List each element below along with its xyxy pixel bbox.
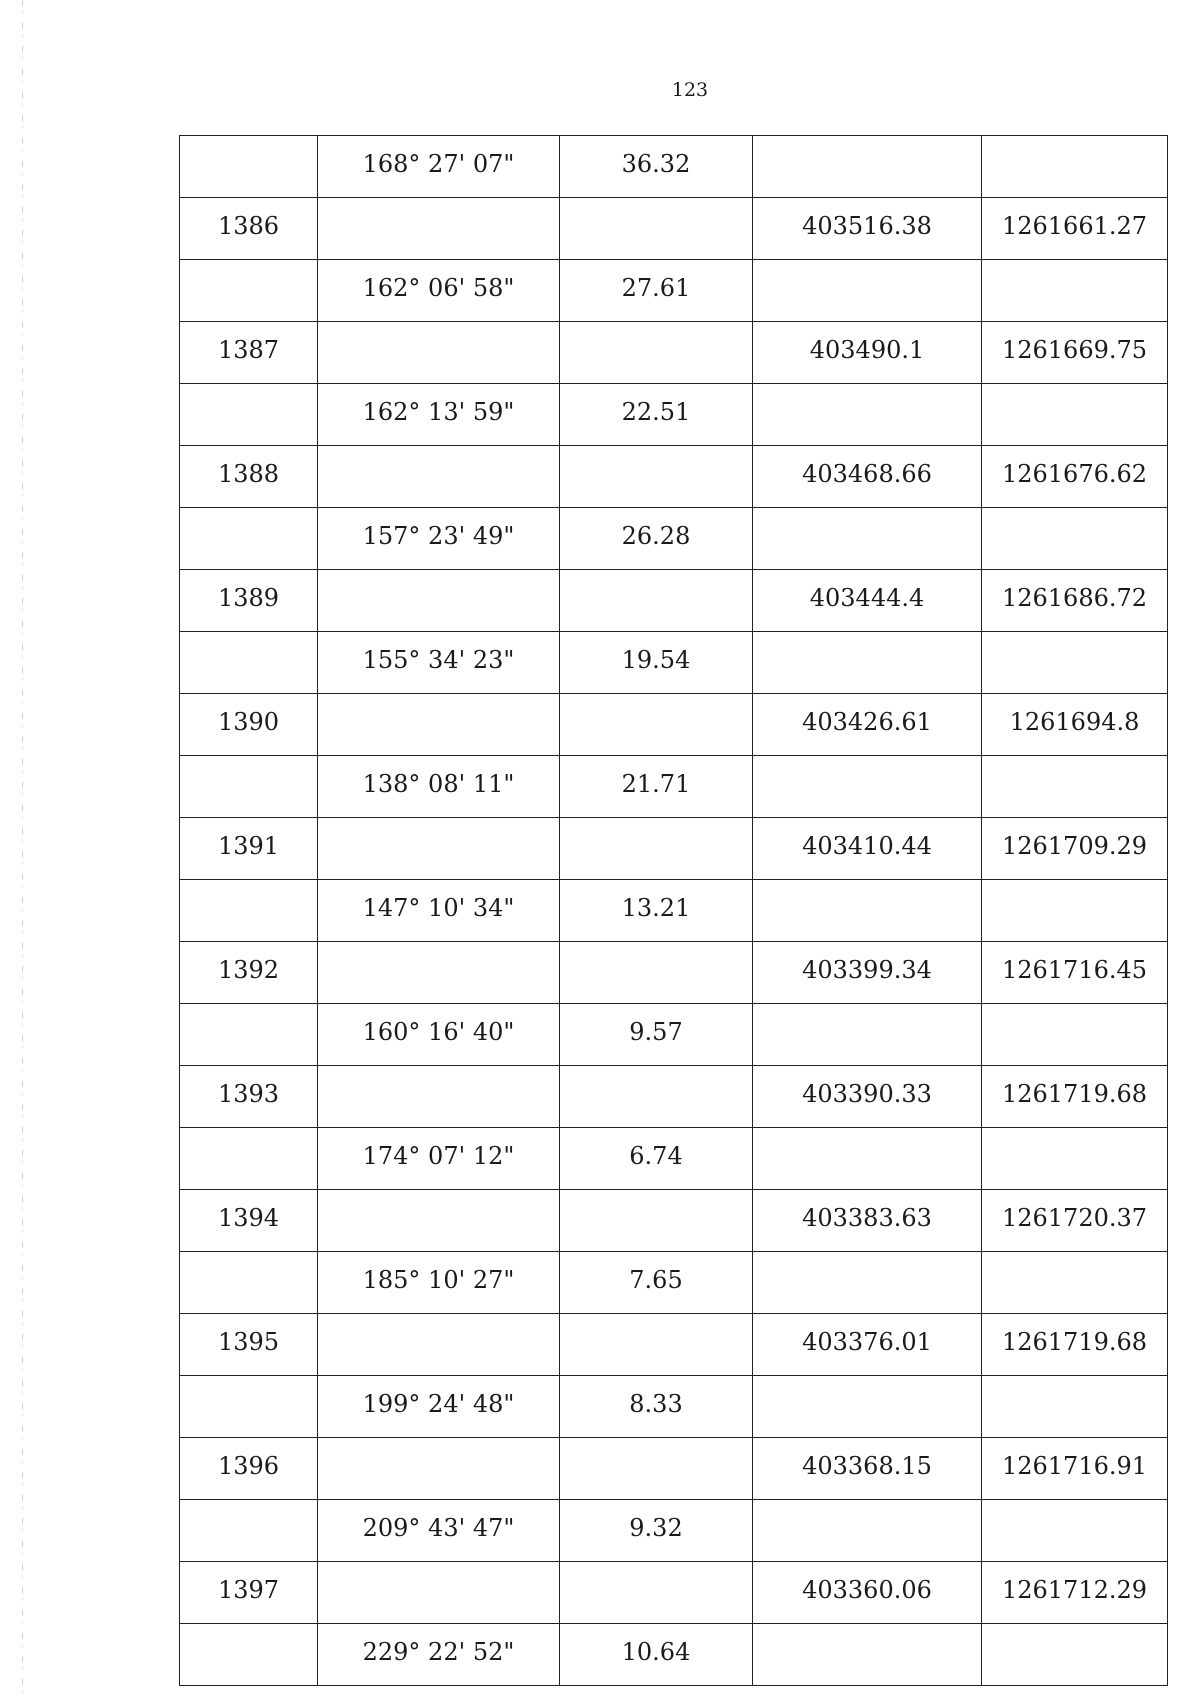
easting-cell: 1261709.29 [982,818,1168,880]
distance-cell [560,1190,753,1252]
northing-cell [753,508,982,570]
easting-cell: 1261669.75 [982,322,1168,384]
northing-cell [753,260,982,322]
point-cell [180,1252,318,1314]
northing-cell: 403360.06 [753,1562,982,1624]
easting-cell: 1261719.68 [982,1066,1168,1128]
table-row [180,1562,1168,1624]
distance-cell: 19.54 [560,632,753,694]
table-row [180,260,1168,322]
distance-cell [560,942,753,1004]
northing-cell [753,1252,982,1314]
point-cell: 1392 [180,942,318,1004]
northing-cell: 403410.44 [753,818,982,880]
point-cell [180,880,318,942]
point-cell [180,1128,318,1190]
table-row [180,942,1168,1004]
distance-cell [560,1562,753,1624]
distance-cell: 8.33 [560,1376,753,1438]
survey-coordinates-table [179,135,1168,1686]
northing-cell [753,632,982,694]
point-cell: 1389 [180,570,318,632]
easting-cell [982,880,1168,942]
table-row [180,508,1168,570]
table-row [180,570,1168,632]
easting-cell: 1261712.29 [982,1562,1168,1624]
point-cell: 1388 [180,446,318,508]
bearing-cell [318,1066,560,1128]
easting-cell [982,1624,1168,1686]
point-cell [180,1004,318,1066]
northing-cell [753,1376,982,1438]
table-body [180,136,1168,1686]
northing-cell: 403368.15 [753,1438,982,1500]
point-cell [180,508,318,570]
northing-cell: 403468.66 [753,446,982,508]
bearing-cell: 162° 13' 59" [318,384,560,446]
bearing-cell: 147° 10' 34" [318,880,560,942]
table-row [180,322,1168,384]
table-row [180,446,1168,508]
northing-cell [753,1128,982,1190]
northing-cell: 403399.34 [753,942,982,1004]
distance-cell: 21.71 [560,756,753,818]
easting-cell [982,1500,1168,1562]
table-row [180,694,1168,756]
point-cell [180,260,318,322]
table-row [180,1004,1168,1066]
bearing-cell: 199° 24' 48" [318,1376,560,1438]
easting-cell [982,1376,1168,1438]
easting-cell [982,1128,1168,1190]
table-row [180,1190,1168,1252]
table-row [180,756,1168,818]
distance-cell: 9.32 [560,1500,753,1562]
distance-cell: 6.74 [560,1128,753,1190]
distance-cell: 9.57 [560,1004,753,1066]
scan-margin-line [22,0,23,1697]
distance-cell [560,446,753,508]
bearing-cell: 209° 43' 47" [318,1500,560,1562]
distance-cell [560,570,753,632]
distance-cell [560,1438,753,1500]
easting-cell [982,384,1168,446]
bearing-cell: 157° 23' 49" [318,508,560,570]
bearing-cell: 168° 27' 07" [318,136,560,198]
table-row [180,198,1168,260]
distance-cell: 7.65 [560,1252,753,1314]
point-cell: 1394 [180,1190,318,1252]
point-cell: 1386 [180,198,318,260]
northing-cell: 403376.01 [753,1314,982,1376]
table-row [180,1624,1168,1686]
distance-cell: 13.21 [560,880,753,942]
bearing-cell: 160° 16' 40" [318,1004,560,1066]
distance-cell [560,818,753,880]
bearing-cell [318,1314,560,1376]
easting-cell [982,632,1168,694]
bearing-cell: 138° 08' 11" [318,756,560,818]
bearing-cell [318,446,560,508]
northing-cell: 403490.1 [753,322,982,384]
northing-cell [753,1004,982,1066]
distance-cell: 22.51 [560,384,753,446]
bearing-cell [318,818,560,880]
point-cell [180,384,318,446]
point-cell: 1387 [180,322,318,384]
table-row [180,1128,1168,1190]
northing-cell [753,1624,982,1686]
northing-cell [753,880,982,942]
easting-cell [982,508,1168,570]
easting-cell: 1261716.45 [982,942,1168,1004]
bearing-cell [318,198,560,260]
northing-cell [753,756,982,818]
bearing-cell [318,942,560,1004]
bearing-cell: 174° 07' 12" [318,1128,560,1190]
table-row [180,632,1168,694]
northing-cell [753,136,982,198]
point-cell [180,632,318,694]
table-row [180,880,1168,942]
table-row [180,818,1168,880]
northing-cell [753,1500,982,1562]
table-row [180,1314,1168,1376]
distance-cell [560,1314,753,1376]
easting-cell: 1261661.27 [982,198,1168,260]
easting-cell: 1261676.62 [982,446,1168,508]
table-row [180,1500,1168,1562]
bearing-cell [318,694,560,756]
northing-cell [753,384,982,446]
easting-cell [982,1252,1168,1314]
northing-cell: 403390.33 [753,1066,982,1128]
distance-cell: 36.32 [560,136,753,198]
bearing-cell [318,1438,560,1500]
bearing-cell: 229° 22' 52" [318,1624,560,1686]
distance-cell: 26.28 [560,508,753,570]
distance-cell: 10.64 [560,1624,753,1686]
point-cell [180,136,318,198]
bearing-cell [318,570,560,632]
point-cell [180,1624,318,1686]
distance-cell [560,322,753,384]
point-cell [180,756,318,818]
easting-cell [982,1004,1168,1066]
northing-cell: 403426.61 [753,694,982,756]
easting-cell: 1261694.8 [982,694,1168,756]
easting-cell: 1261719.68 [982,1314,1168,1376]
distance-cell [560,1066,753,1128]
page-number: 123 [671,79,709,101]
point-cell: 1395 [180,1314,318,1376]
easting-cell: 1261720.37 [982,1190,1168,1252]
table-row [180,384,1168,446]
bearing-cell [318,1190,560,1252]
distance-cell: 27.61 [560,260,753,322]
table-row [180,136,1168,198]
table-row [180,1066,1168,1128]
easting-cell [982,136,1168,198]
easting-cell [982,756,1168,818]
bearing-cell: 162° 06' 58" [318,260,560,322]
point-cell: 1390 [180,694,318,756]
bearing-cell: 185° 10' 27" [318,1252,560,1314]
point-cell: 1393 [180,1066,318,1128]
table-row [180,1438,1168,1500]
point-cell: 1397 [180,1562,318,1624]
bearing-cell [318,1562,560,1624]
northing-cell: 403383.63 [753,1190,982,1252]
point-cell [180,1376,318,1438]
easting-cell: 1261716.91 [982,1438,1168,1500]
table-row [180,1376,1168,1438]
point-cell: 1391 [180,818,318,880]
point-cell [180,1500,318,1562]
northing-cell: 403516.38 [753,198,982,260]
distance-cell [560,198,753,260]
bearing-cell [318,322,560,384]
easting-cell [982,260,1168,322]
northing-cell: 403444.4 [753,570,982,632]
bearing-cell: 155° 34' 23" [318,632,560,694]
distance-cell [560,694,753,756]
easting-cell: 1261686.72 [982,570,1168,632]
point-cell: 1396 [180,1438,318,1500]
table-row [180,1252,1168,1314]
